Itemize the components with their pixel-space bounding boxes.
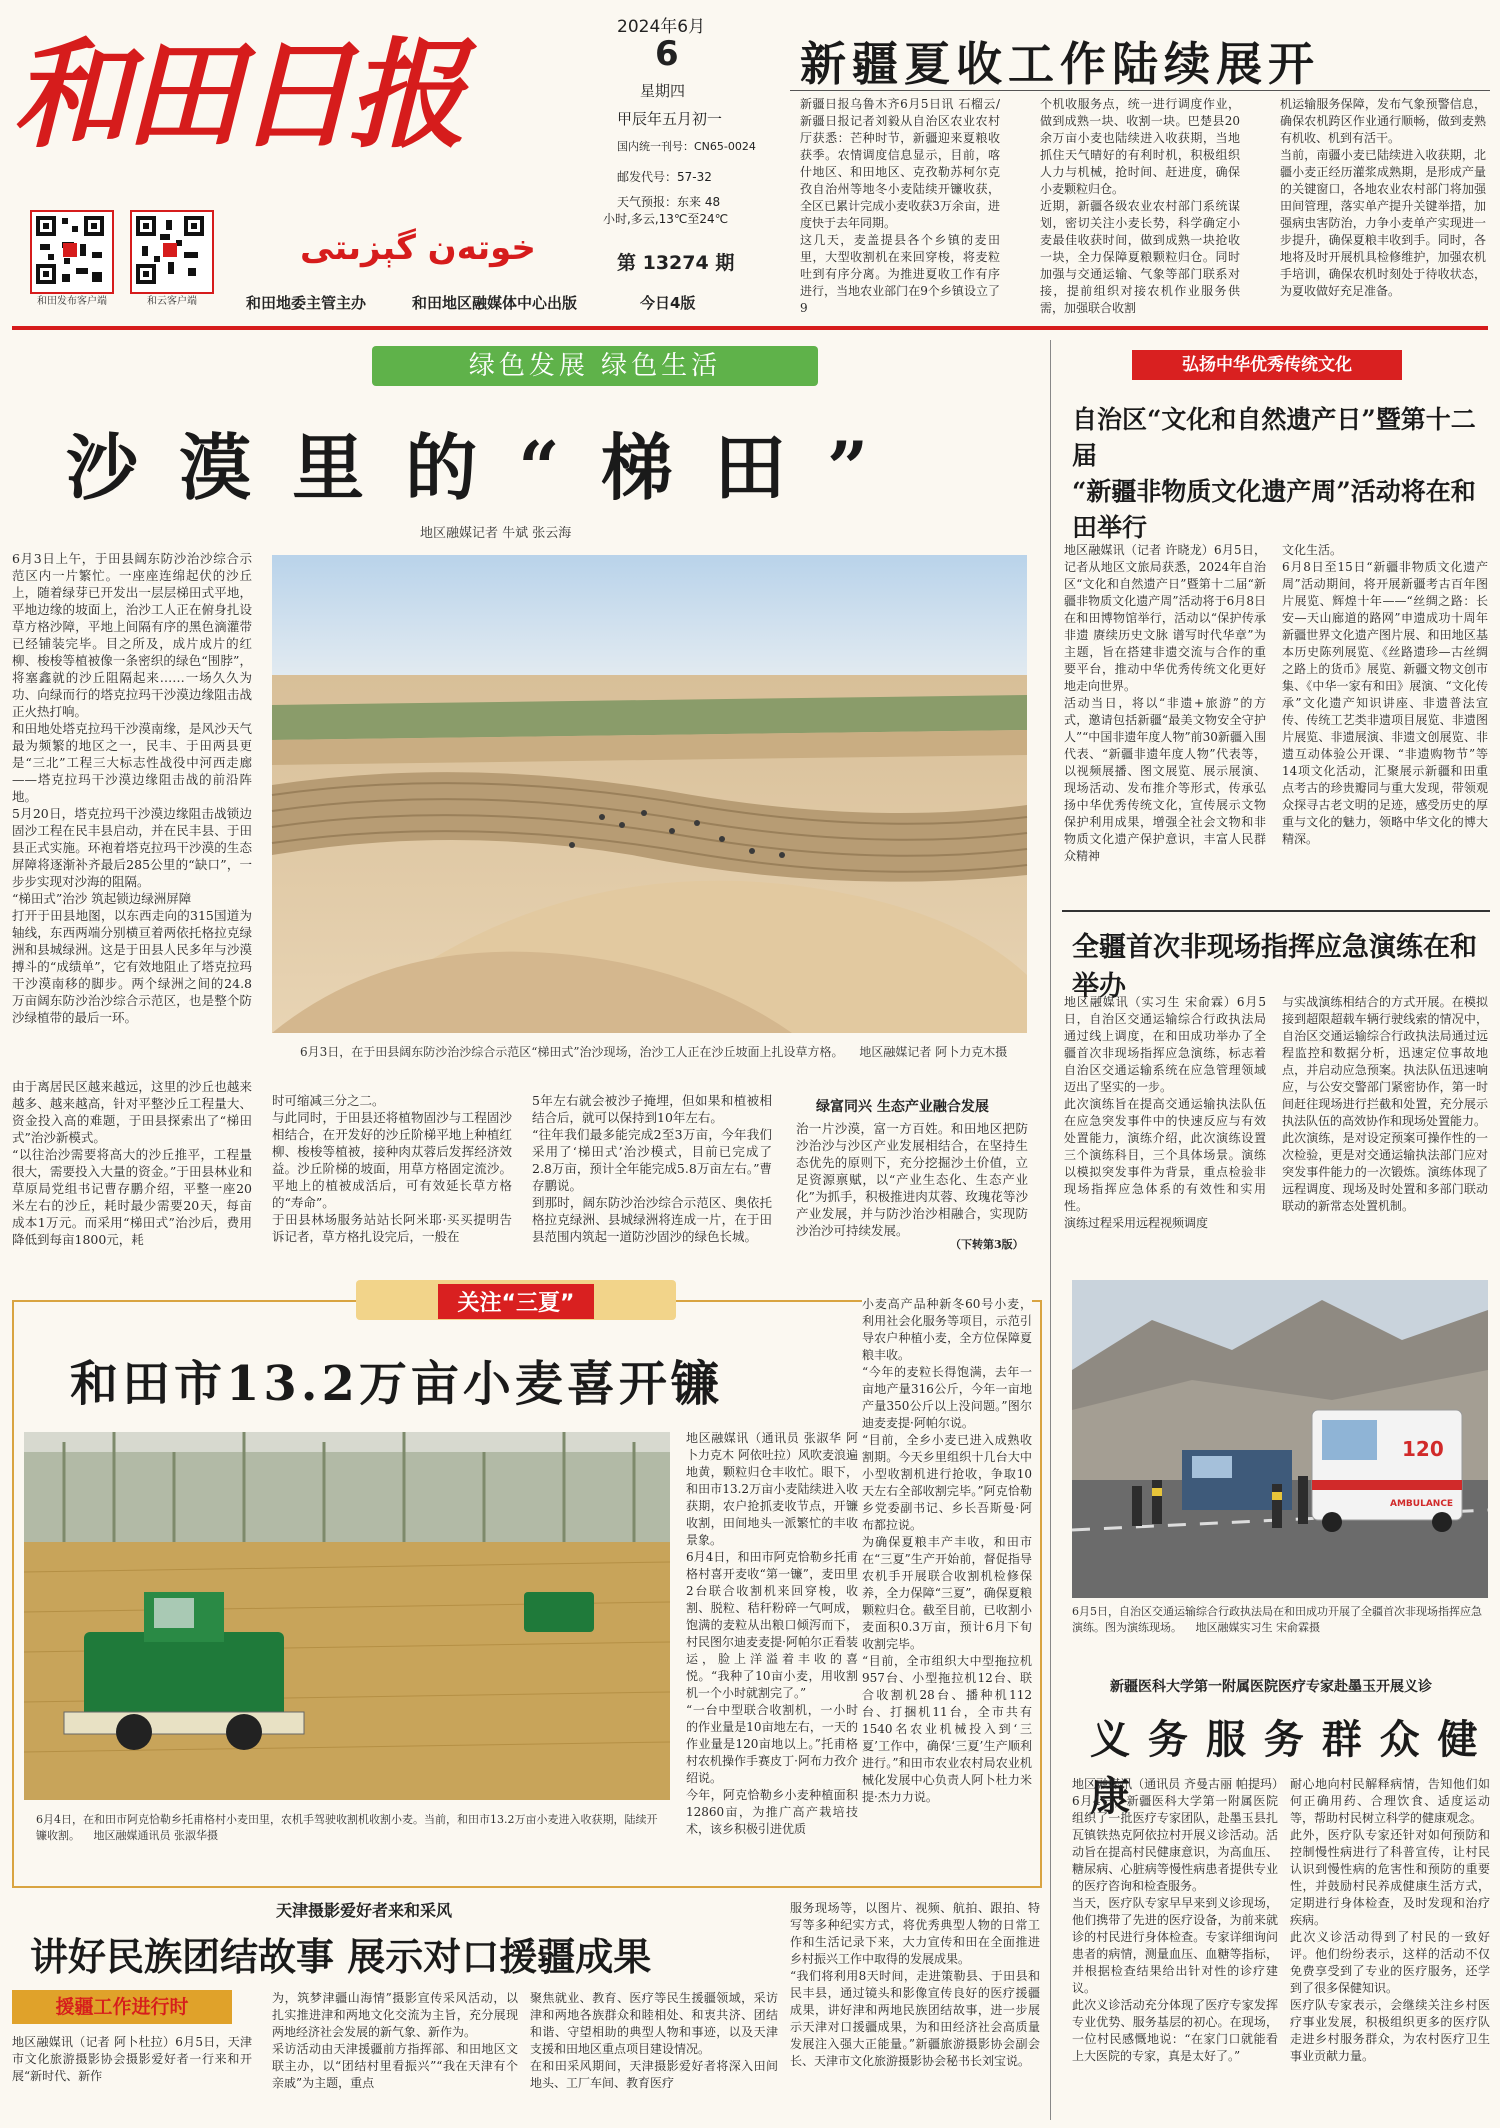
- drill-caption-credit: 地区融媒实习生 宋俞霖摄: [1195, 1621, 1320, 1634]
- drill-col-1: 地区融媒讯（实习生 宋俞霖）6月5日，自治区交通运输综合行政执法局通过线上调度，在和田成功举办了全疆首次非现场指挥应急演练，标志着自治区交通运输系统在应急管理领域迈出了坚实的一步。 此次演练旨在提高交通运输执法队伍在应急突发事件中的快速反应与有效处置能力，演练介绍，此次演练设置三个演练科目，三个具体场景。演练以模拟突发事件为背景，重点检验非现场指挥应急体系的有效性和实用性。 演练过程采用远程视频调度: [1064, 995, 1266, 1230]
- culture-headline-1: 自治区“文化和自然遗产日”暨第十二届: [1072, 405, 1476, 470]
- tianjin-col-1: 地区融媒讯（记者 阿卜杜拉）6月5日，天津市文化旅游摄影协会摄影爱好者一行来和开展“新时代、新作: [12, 2035, 252, 2083]
- desert-subhead-2: 绿富同兴 生态产业融合发展: [816, 1099, 989, 1115]
- issn: 国内统一刊号：CN65-0024: [617, 140, 756, 153]
- desert-continued: （下转第3版）: [950, 1238, 1024, 1251]
- tianjin-col-3: 聚焦就业、教育、医疗等民生援疆领域，采访津和两地各族群众和睦相处、和衷共济、团结和谐、守望相助的典型人物和事迹，以及天津支援和田地区重点项目建设情况。 在和田采风期间，天津摄影爱好者将深入田间地头、工厂车间、教育医疗: [530, 1991, 778, 2090]
- sponsor-2: 和田地区融媒体中心出版: [412, 294, 578, 312]
- lead-col-2: 个机收服务点，统一进行调度作业，做到成熟一块、收割一块。巴楚县20余万亩小麦也陆续进入收获期，当地抓住天气晴好的有利时机，积极组织人力与机械，抢时间、赶进度，确保小麦颗粒归仓。 近期，新疆各级农业农村部门系统谋划，密切关注小麦长势，科学确定小麦最佳收获时间，做到成熟一块抢收一块，全力保障夏粮颗粒归仓。同时加强与交通运输、气象等部门联系对接，提前组织对接农机作业服务供需，加强联合收割: [1040, 97, 1240, 315]
- medical-col-1: 地区融媒讯（通讯员 齐曼古丽 帕提玛）6月4日，新疆医科大学第一附属医院组织了一批医疗专家团队，赴墨玉县扎瓦镇铁热克阿依拉村开展义诊活动。活动旨在提高村民健康意识，为高血压、糖尿病、心脏病等慢性病患者提供专业的医疗咨询和检查服务。 当天，医疗队专家早早来到义诊现场，他们携带了先进的医疗设备，为前来就诊的村民进行身体检查。专家详细询问患者的病情，测量血压、血糖等指标，并根据检查结果给出针对性的诊疗建议。 此次义诊活动充分体现了医疗专家发挥专业优势、服务基层的初心。在现场，一位村民感慨地说：“在家门口就能看上大医院的专家，真是太好了。”: [1072, 1777, 1278, 2063]
- qr-label-2: 和云客户端: [147, 296, 197, 307]
- postal-code: 邮发代号：57-32: [617, 170, 712, 184]
- wheat-photo: [24, 1432, 670, 1800]
- desert-caption-text: 6月3日，在于田县阔东防沙治沙综合示范区“梯田式”治沙现场，治沙工人正在沙丘坡面上扎设草方格。: [300, 1045, 844, 1059]
- wheat-harvest-image: [24, 1432, 670, 1800]
- wheat-photo-caption: [36, 1812, 666, 1844]
- weather-forecast: [603, 194, 729, 228]
- lead-col-3: 机运输服务保障，发布气象预警信息，确保农机跨区作业通行顺畅，做到麦熟有机收、机到有活干。 当前，南疆小麦已陆续进入收获期，北疆小麦正经历灌浆成熟期，是形成产量的关键窗口，各地农业农村部门将加强田间管理，落实单产提升关键举措，加强病虫害防治，力争小麦单产实现进一步提升，确保夏粮丰收到手。同时，各地将及时开展机具检修维护，加强农机手培训，确保农机时刻处于待收状态，为夏收做好充足准备。: [1280, 97, 1486, 298]
- desert-caption-credit: 地区融媒记者 阿卜力克木摄: [859, 1045, 1008, 1059]
- qr-code-icon: [132, 212, 208, 288]
- desert-col-b4: 治一片沙漠，富一方百姓。和田地区把防沙治沙与沙区产业发展相结合，在坚持生态优先的原则下，充分挖掘沙土价值，立足资源禀赋，以“产业生态化、生态产业化”为抓手，积极推进肉苁蓉、玫瑰花等沙产业发展，并与防沙治沙相融合，实现防沙治沙可持续发展。: [796, 1121, 1028, 1238]
- issue-number: 第 13274 期: [617, 252, 735, 274]
- date-day: 6: [655, 34, 679, 74]
- desert-col-b3: 5年左右就会被沙子掩埋，但如果和植被相结合后，就可以保持到10年左右。 “往年我们最多能完成2至3万亩，今年我们采用了‘梯田式’治沙模式，目前已完成了2.8万亩，预计全年能完成5.8万亩左右。”曹存鹏说。 到那时，阔东防沙治沙综合示范区、奥依托格拉克绿洲、县城绿洲将连成一片，在于田县范围内筑起一道防沙固沙的绿色长城。: [532, 1093, 772, 1244]
- column-rule: [1050, 340, 1051, 2120]
- lead-headline: 新疆夏收工作陆续展开: [800, 37, 1320, 91]
- qr-label-1: 和田发布客户端: [37, 296, 107, 307]
- green-development-banner: 绿色发展 绿色生活: [372, 346, 818, 386]
- desert-col-b1: 由于离居民区越来越远，这里的沙丘也越来越多、越来越高，针对平整沙丘工程量大、资金投入高的难题，于田县探索出了“梯田式”治沙新模式。 “以往治沙需要将高大的沙丘推平，工程量很大，需要投入大量的资金。”于田县林业和草原局党组书记曹存鹏介绍，平整一座20米左右的沙丘，耗时最少需要20天，每亩成本1万元。而采用“梯田式”治沙后，费用降低到每亩1800元，耗: [12, 1079, 252, 1247]
- wheat-caption-text: 6月4日，在和田市阿克恰勒乡托甫格村小麦田里，农机手驾驶收割机收割小麦。当前，和田市13.2万亩小麦进入收获期，陆续开镰收割。: [36, 1813, 658, 1842]
- drill-photo: [1072, 1280, 1488, 1598]
- ambulance-scene-image: [1072, 1280, 1488, 1598]
- wheat-tag: [356, 1280, 676, 1320]
- masthead-title: 和田日报: [12, 25, 461, 164]
- tianjin-headline: 讲好民族团结故事 展示对口援疆成果: [30, 1934, 652, 1979]
- desert-col-left: 6月3日上午，于田县阔东防沙治沙综合示范区内一片繁忙。一座座连绵起伏的沙丘上，随着绿芽已开发出一层层梯田式平地，平地边缘的坡面上，治沙工人正在俯身扎设草方格沙障，平地上间隔有序的黑色滴灌带已经铺装完毕。目之所及，成片成片的红柳、梭梭等植被像一条密织的绿色“围脖”，将塞鑫就的沙丘阻隔起来……一场久久为功、向绿而行的塔克拉玛干沙漠边缘阻击战正火热打响。 和田地处塔克拉玛干沙漠南缘，是风沙天气最为频繁的地区之一，民丰、于田两县更是“三北”工程三大标志性战役中河西走廊——塔克拉玛干沙漠边缘阻击战的前沿阵地。 5月20日，塔克拉玛干沙漠边缘阻击战锁边固沙工程在民丰县启动，并在民丰县、于田县正式实施。环袍着塔克拉玛干沙漠的生态屏障将逐渐补齐最后285公里的“缺口”，一步步实现对沙海的阻隔。 “梯田式”治沙 筑起锁边绿洲屏障 打开于田县地图，以东西走向的315国道为轴线，东西两端分别横亘着两依托格拉克绿洲和县城绿洲。这是于田县人民多年与沙漠搏斗的“成绩单”，它有效地阻止了塔克拉玛干沙漠南移的脚步。两个绿洲之间的24.8万亩阔东防沙治沙综合示范区，也是整个防沙绿植带的最后一环。: [12, 551, 252, 1025]
- lunar-date: 甲辰年五月初一: [617, 110, 723, 128]
- masthead: [0, 0, 1500, 330]
- drill-caption-text: 6月5日，自治区交通运输综合行政执法局在和田成功开展了全疆首次非现场指挥应急演练。图为演练现场。: [1072, 1605, 1482, 1634]
- page-count: 今日4版: [640, 294, 696, 312]
- masthead-red-rule: [12, 326, 1488, 330]
- drill-col-2: 与实战演练相结合的方式开展。在模拟接到超限超载车辆行驶线索的情况中，自治区交通运输综合行政执法局通过远程监控和数据分析，迅速定位事故地点，并启动应急预案。执法队伍迅速响应，与公安交警部门紧密协作，第一时间赶往现场进行拦截和处置，充分展示执法队伍的高效协作和现场处置能力。 此次演练，是对设定预案可操作性的一次检验，更是对交通运输执法部门应对突发事件能力的一次锻炼。演练体现了远程调度、现场及时处置和多部门联动联动的新常态处置机制。: [1282, 995, 1488, 1213]
- ambulance-number: 120: [1402, 1437, 1444, 1461]
- desert-headline: 沙 漠 里 的 “ 梯 田 ”: [66, 425, 877, 510]
- desert-photo: [272, 555, 1027, 1033]
- wheat-col-2: 小麦高产品种新冬60号小麦，利用社会化服务等项目，示范引导农户种植小麦，全方位保障夏粮丰收。 “今年的麦粒长得饱满，去年一亩地产量316公斤，今年一亩地产量350公斤以上没问题。”图尔迪麦麦提·阿帕尔说。 “目前，全乡小麦已进入成熟收割期。今天乡里组织十几台大中小型收割机进行抢收，争取10天左右全部收割完毕。”阿克恰勒乡党委副书记、乡长吾斯曼·阿布都拉说。 为确保夏粮丰产丰收，和田市在“三夏”生产开始前，督促指导农机手开展联合收割机检修保养，全力保障“三夏”，确保夏粮颗粒归仓。截至目前，已收割小麦面积0.3万亩，预计6月下旬收割完毕。 “目前，全市组织大中型拖拉机957台、小型拖拉机12台、联合收割机28台、播种机112台、打捆机11台，全市共有1540名农业机械投入到‘三夏’工作中，确保‘三夏’生产顺利进行。”和田市农业农村局农业机械化发展中心负责人阿卜杜力米提·杰力力说。: [862, 1296, 1032, 1868]
- ambulance-label: AMBULANCE: [1390, 1499, 1454, 1509]
- tianjin-col-4: 服务现场等，以图片、视频、航拍、跟拍、特写等多种纪实方式，将优秀典型人物的日常工作和生活记录下来，大力宣传和田在全面推进乡村振兴工作中取得的发展成果。 “我们将利用8天时间，走进策勒县、于田县和民丰县，通过镜头和影像宣传良好的医疗援疆成果，讲好津和两地民族团结故事，进一步展示天津对口援疆成果，为和田经济社会高质量发展注入强大正能量。”新疆旅游摄影协会副会长、天津市文化旅游摄影协会秘书长刘宝说。: [790, 1901, 1040, 2068]
- desert-col-b2: 时可缩减三分之二。 与此同时，于田县还将植物固沙与工程固沙相结合，在开发好的沙丘阶梯平地上种植红柳、梭梭等植被，接种肉苁蓉后发挥经济效益。沙丘阶梯的坡面，用草方格固定流沙。平地上的植被成活后，可有效延长草方格的“寿命”。 于田县林场服务站站长阿米耶·买买提明告诉记者，草方格扎设完后，一般在: [272, 1093, 512, 1244]
- drill-rule: [1062, 910, 1490, 912]
- culture-col-2: 文化生活。 6月8日至15日“新疆非物质文化遗产周”活动期间，将开展新疆考古百年图片展览、辉煌十年——“丝绸之路：长安—天山廊道的路网”申遗成功十周年新疆世界文化遗产图片展、和田地区基本历史陈列展览、《丝路遗珍—古丝绸之路上的货币》展览、新疆文物文创市集、《中华一家有和田》展演、“文化传承”文化遗产知识讲座、非遗普法宣传、传统工艺类非遗项目展览、非遗图片展览、非遗展演、非遗文创展览、非遗互动体验公开课、“非遗购物节”等14项文化活动，汇聚展示新疆和田重点考古的珍贵瓣同与重大发现，带领观众探寻古老文明的足迹，感受历史的厚重与文化的魅力，领略中华文化的博大精深。: [1282, 543, 1488, 846]
- desert-photo-caption: [300, 1044, 1020, 1060]
- uyghur-title: خوتەن گېزىتى: [300, 228, 536, 268]
- wheat-headline: 和田市13.2万亩小麦喜开镰: [70, 1356, 723, 1412]
- qr-code-2: [130, 210, 214, 294]
- lead-rule: [790, 90, 1490, 91]
- medical-kicker: 新疆医科大学第一附属医院医疗专家赴墨玉开展义诊: [1110, 1679, 1432, 1695]
- culture-headline-2: “新疆非物质文化遗产周”活动将在和田举行: [1072, 477, 1476, 542]
- medical-col-2: 耐心地向村民解释病情，告知他们如何正确用药、合理饮食、适度运动等，帮助村民树立科学的健康观念。 此外，医疗队专家还针对如何预防和控制慢性病进行了科普宣传，让村民认识到慢性病的危害性和预防的重要性，并鼓励村民养成健康生活方式，定期进行身体检查，及时发现和治疗疾病。 此次义诊活动得到了村民的一致好评。他们纷纷表示，这样的活动不仅免费享受到了专业的医疗服务，还学到了很多保健知识。 医疗队专家表示，会继续关注乡村医疗事业发展，积极组织更多的医疗队走进乡村服务群众，为农村医疗卫生事业贡献力量。: [1290, 1777, 1490, 2063]
- wheat-tag-text: 关注“三夏”: [438, 1284, 595, 1319]
- drill-headline: 全疆首次非现场指挥应急演练在和举办: [1072, 932, 1477, 1002]
- culture-tag: 弘扬中华优秀传统文化: [1132, 350, 1402, 380]
- weather-line-1: 天气预报：东来 48: [617, 195, 721, 209]
- qr-code-1: [30, 210, 114, 294]
- lead-col-1: 新疆日报乌鲁木齐6月5日讯 石榴云/新疆日报记者刘毅从自治区农业农村厅获悉：芒种时节，新疆迎来夏粮收获季。农情调度信息显示，目前，喀什地区、和田地区、克孜勒苏柯尔克孜自治州等地冬小麦陆续开镰收获，全区已累计完成小麦收获3万余亩，进度快于去年同期。 这几天，麦盖提县各个乡镇的麦田里，大型收割机在来回穿梭，将麦粒吐到有序分离。为推进夏收工作有序进行，当地农业部门在9个乡镇设立了9: [800, 97, 1000, 315]
- tianjin-tag: 援疆工作进行时: [12, 1990, 232, 2024]
- qr-code-icon: [32, 212, 108, 288]
- weather-line-2: 小时,多云,13℃至24℃: [603, 212, 729, 226]
- drill-photo-caption: [1072, 1604, 1488, 1636]
- culture-col-1: 地区融媒讯（记者 许晓龙）6月5日，记者从地区文旅局获悉，2024年自治区“文化和自然遗产日”暨第十二届“新疆非物质文化遗产周”活动将于6月8日在和田博物馆举行，活动以“保护传承非遗 赓续历史文脉 谱写时代华章”为主题，旨在搭建非遗交流与合作的重要平台，推动中华优秀传统文化更好地走向世界。 活动当日，将以“非遗+旅游”的方式，邀请包括新疆“最美文物安全守护人”“中国非遗年度人物”前30新疆入围代表、“新疆非遗年度人物”代表等，以视频展播、图文展览、展示展演、现场活动、发布推介等形式，传承弘扬中华优秀传统文化，宣传展示文物保护利用成果，增强全社会文物和非物质文化遗产保护意识，丰富人民群众精神: [1064, 543, 1266, 863]
- tianjin-kicker: 天津摄影爱好者来和采风: [276, 1901, 453, 1920]
- wheat-col-1: 地区融媒讯（通讯员 张淑华 阿卜力克木 阿依吐拉）风吹麦浪遍地黄，颗粒归仓丰收忙。眼下，和田市13.2万亩小麦陆续进入收获期，农户抢抓麦收节点，开镰收割，田间地头一派繁忙的丰收景象。 6月4日，和田市阿克恰勒乡托甫格村喜开麦收“第一镰”，麦田里2台联合收割机来回穿梭，收割、脱粒、秸秆粉碎一气呵成，饱满的麦粒从出粮口倾泻而下，村民图尔迪麦麦提·阿帕尔正看装运，脸上洋溢着丰收的喜悦。“我种了10亩小麦，用收割机一个小时就割完了。” “一台中型联合收割机，一小时的作业量是10亩地左右，一天的作业量是120亩地以上。”托甫格村农机操作手赛皮丁·阿布力孜介绍说。 今年，阿克恰勒乡小麦种植面积12860亩，为推广高产栽培技术，该乡积极引进优质: [686, 1431, 858, 1836]
- medical-headline: 义 务 服 务 群 众 健 康: [1090, 1716, 1480, 1820]
- wheat-caption-credit: 地区融媒通讯员 张淑华摄: [93, 1829, 218, 1842]
- tianjin-col-2: 为，筑梦津疆山海情”摄影宣传采风活动，以扎实推进津和两地文化交流为主旨，充分展现两地经济社会发展的新气象、新作为。 采访活动由天津援疆前方指挥部、和田地区文联主办，以“团结村里看振兴”“我在天津有个亲戚”为主题，重点: [272, 1991, 518, 2090]
- date-year-month: 2024年6月: [617, 17, 706, 37]
- desert-terraces-image: [272, 555, 1027, 1033]
- sponsor-1: 和田地委主管主办: [246, 294, 367, 312]
- desert-byline: 地区融媒记者 牛斌 张云海: [420, 526, 572, 541]
- date-weekday: 星期四: [640, 82, 686, 100]
